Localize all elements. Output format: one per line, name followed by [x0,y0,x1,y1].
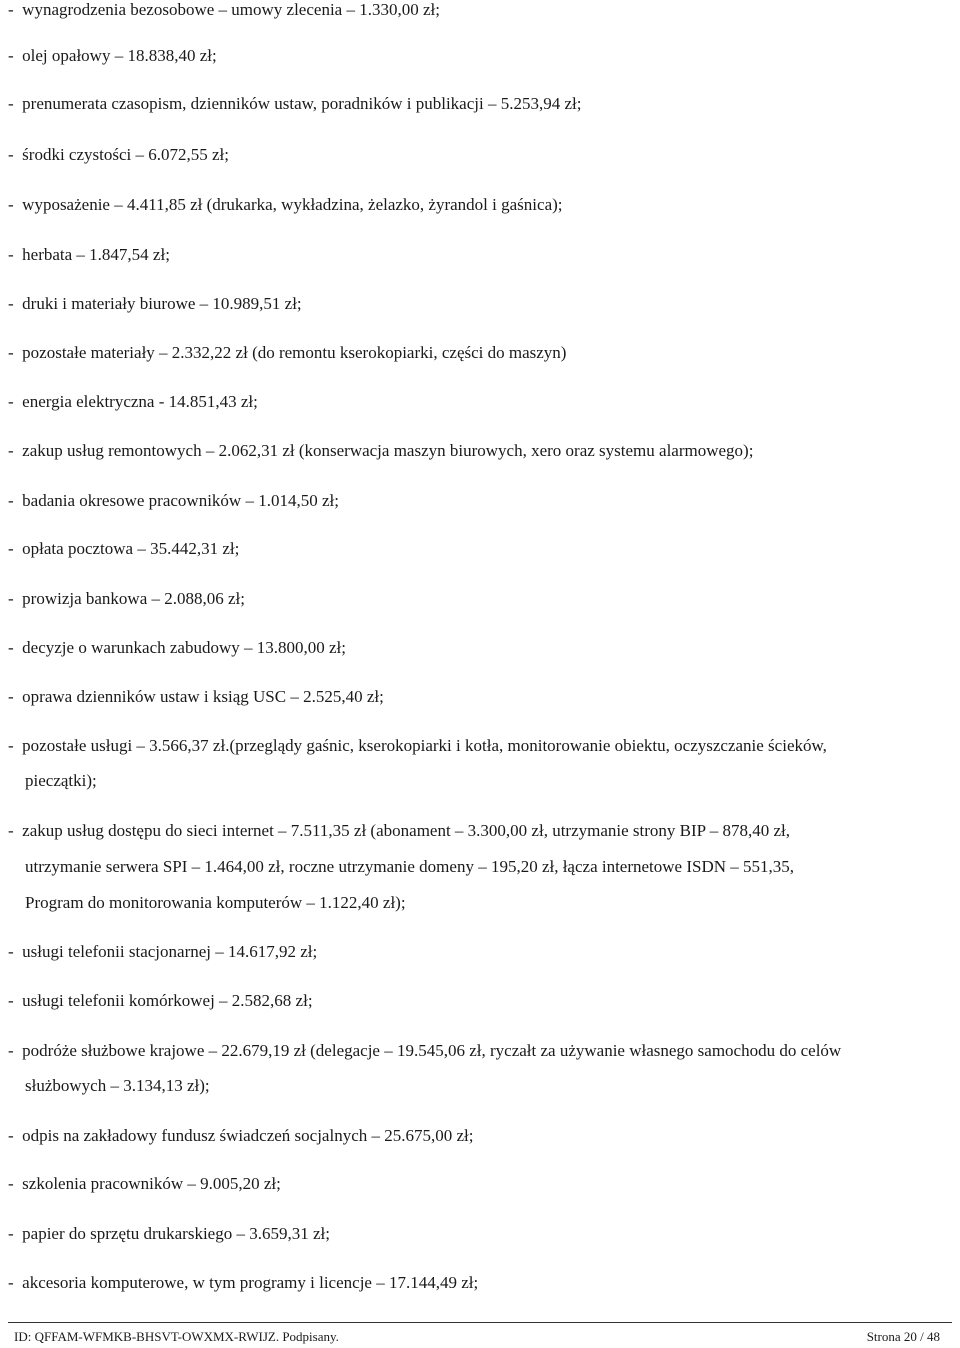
expense-item: - prowizja bankowa – 2.088,06 zł; [8,589,245,608]
expense-item: - pozostałe materiały – 2.332,22 zł (do remontu kserokopiarki, części do maszyn) [8,343,567,362]
expense-item: - wyposażenie – 4.411,85 zł (drukarka, wykładzina, żelazko, żyrandol i gaśnica); [8,195,563,214]
expense-item: - prenumerata czasopism, dzienników ustaw, poradników i publikacji – 5.253,94 zł; [8,94,582,113]
expense-item: - herbata – 1.847,54 zł; [8,245,170,264]
expense-item-continuation: pieczątki); [8,771,97,790]
expense-item: - badania okresowe pracowników – 1.014,50 zł; [8,491,339,510]
expense-item: - środki czystości – 6.072,55 zł; [8,145,229,164]
expense-item: - usługi telefonii stacjonarnej – 14.617,92 zł; [8,942,318,961]
expense-item-continuation: służbowych – 3.134,13 zł); [8,1076,210,1095]
expense-item: - odpis na zakładowy fundusz świadczeń socjalnych – 25.675,00 zł; [8,1126,474,1145]
expense-item: - oprawa dzienników ustaw i ksiąg USC – 2.525,40 zł; [8,687,384,706]
footer-divider [8,1322,952,1323]
expense-item: - pozostałe usługi – 3.566,37 zł.(przeglądy gaśnic, kserokopiarki i kotła, monitorowanie obiektu, oczyszczanie ścieków, [8,736,827,755]
expense-item: - akcesoria komputerowe, w tym programy i licencje – 17.144,49 zł; [8,1273,479,1292]
expense-item: - zakup usług remontowych – 2.062,31 zł (konserwacja maszyn biurowych, xero oraz systemu alarmowego); [8,441,754,460]
expense-item: - olej opałowy – 18.838,40 zł; [8,46,217,65]
page-number: Strona 20 / 48 [866,1329,940,1344]
expense-item-continuation: utrzymanie serwera SPI – 1.464,00 zł, roczne utrzymanie domeny – 195,20 zł, łącza internetowe ISDN – 551,35, [8,857,795,876]
expense-item: - szkolenia pracowników – 9.005,20 zł; [8,1174,281,1193]
expense-item: - usługi telefonii komórkowej – 2.582,68 zł; [8,991,313,1010]
expense-item: - zakup usług dostępu do sieci internet – 7.511,35 zł (abonament – 3.300,00 zł, utrzymanie strony BIP – 878,40 zł, [8,821,791,840]
expense-item: - opłata pocztowa – 35.442,31 zł; [8,539,240,558]
expense-item-continuation: Program do monitorowania komputerów – 1.122,40 zł); [8,893,406,912]
expense-item: - energia elektryczna - 14.851,43 zł; [8,392,258,411]
expense-item: - decyzje o warunkach zabudowy – 13.800,00 zł; [8,638,346,657]
expense-item: - wynagrodzenia bezosobowe – umowy zlecenia – 1.330,00 zł; [8,0,440,19]
expense-item: - papier do sprzętu drukarskiego – 3.659,31 zł; [8,1224,330,1243]
expense-item: - podróże służbowe krajowe – 22.679,19 zł (delegacje – 19.545,06 zł, ryczałt za używanie własnego samochodu do celów [8,1041,842,1060]
document-id: ID: QFFAM-WFMKB-BHSVT-OWXMX-RWIJZ. Podpisany. [14,1329,339,1344]
expense-item: - druki i materiały biurowe – 10.989,51 zł; [8,294,302,313]
